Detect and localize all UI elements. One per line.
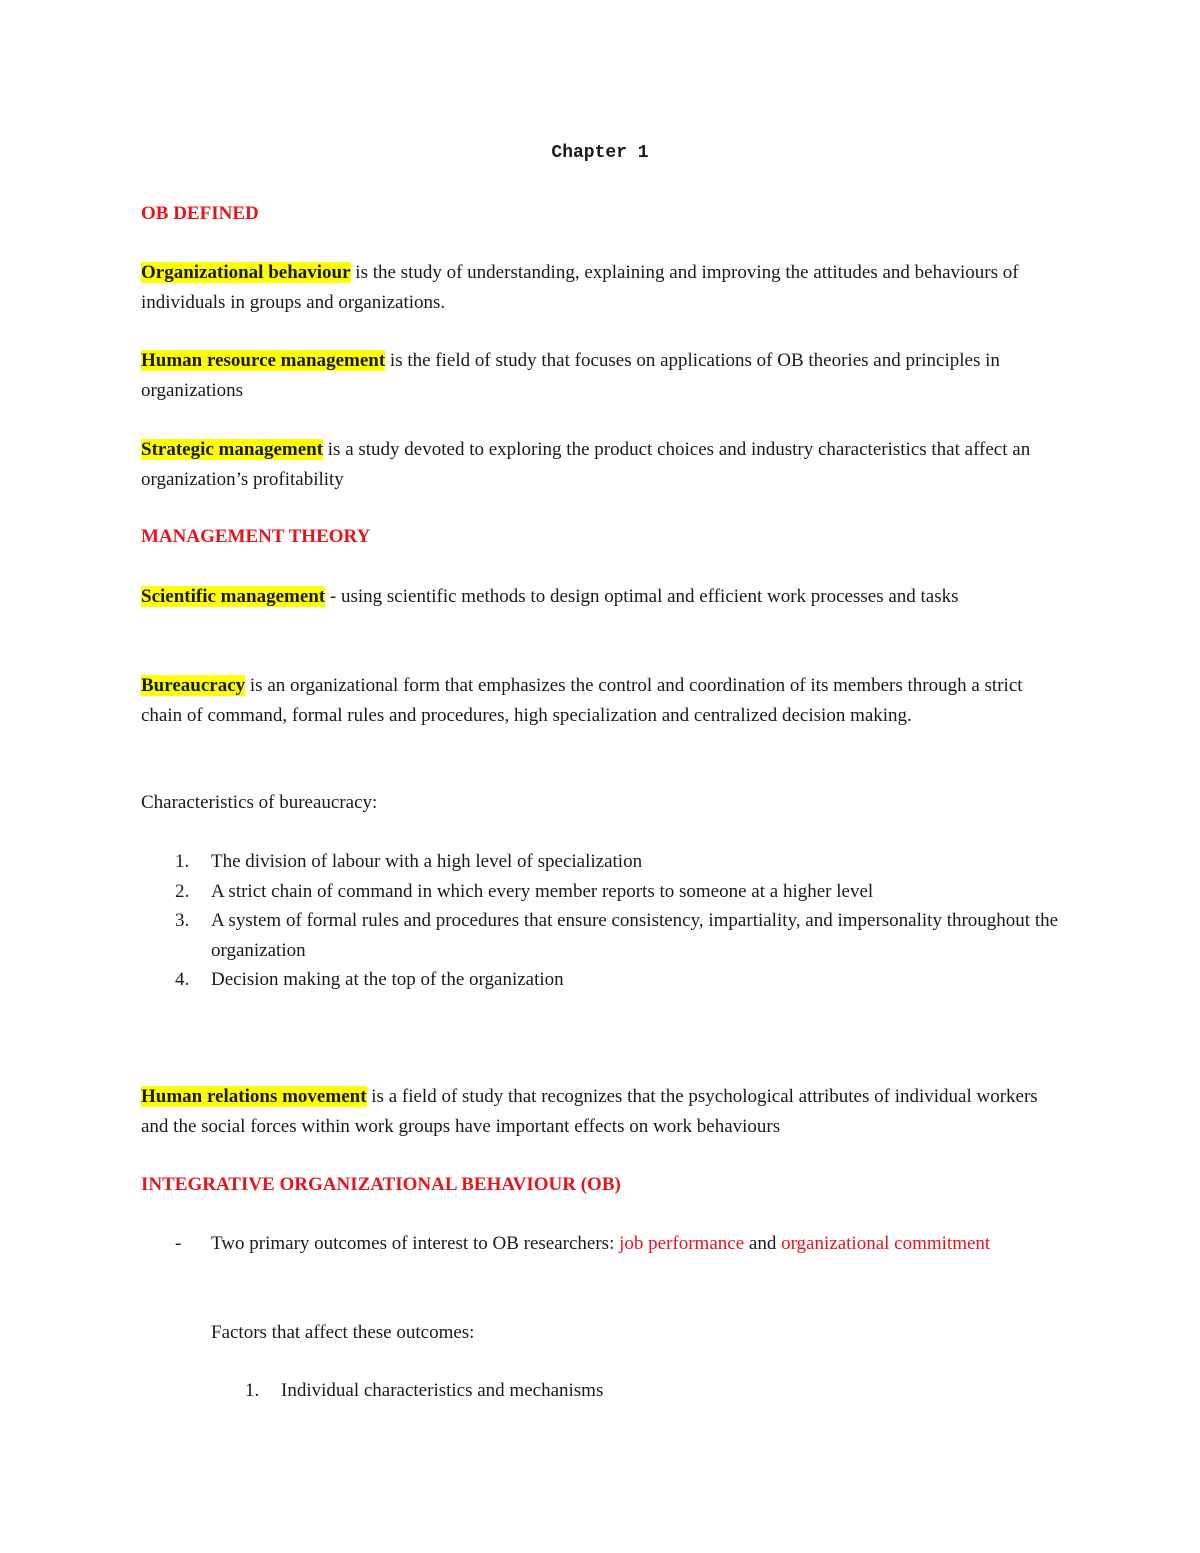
list-item (141, 847, 1061, 877)
definition-human-resource-management (141, 346, 1061, 405)
list-text: A system of formal rules and procedures that ensure consistency, impartiality, and impersonality throughout the organization (211, 910, 1059, 961)
outcomes-text: Two primary outcomes of interest to OB researchers: job performance and organizational commitment (211, 1233, 991, 1254)
dash-bullet: - (175, 1233, 182, 1254)
definition-human-relations-movement (141, 1082, 1061, 1141)
definition-organizational-behaviour (141, 258, 1061, 317)
term-highlight: Scientific management (141, 586, 326, 607)
list-item (211, 1376, 1061, 1406)
bureaucracy-characteristics-intro: Characteristics of bureaucracy: (141, 792, 378, 813)
section-heading-management-theory: MANAGEMENT THEORY (141, 526, 371, 547)
section-heading-ob-defined: OB DEFINED (141, 203, 259, 224)
outcomes-bullet (141, 1229, 1061, 1259)
list-item (141, 877, 1061, 907)
bureaucracy-characteristics-list (141, 847, 1061, 995)
list-number: 3. (175, 910, 190, 931)
term-highlight: Human resource management (141, 350, 386, 371)
list-text: A strict chain of command in which every member reports to someone at a higher level (211, 880, 874, 902)
definition-text: is a study devoted to exploring the product choices and industry characteristics that affect an organization’s profitability (141, 439, 1031, 490)
outcome-job-performance: job performance (619, 1233, 745, 1254)
definition-scientific-management (141, 582, 1061, 612)
definition-text: is the field of study that focuses on applications of OB theories and principles in organizations (141, 350, 1000, 401)
list-number: 2. (175, 880, 190, 902)
list-number: 1. (175, 851, 190, 872)
definition-text: is the study of understanding, explaining and improving the attitudes and behaviours of individuals in groups and organizations. (141, 262, 1019, 313)
list-text: The division of labour with a high level of specialization (211, 851, 643, 872)
factors-list (211, 1376, 1061, 1406)
term-highlight: Bureaucracy (141, 675, 246, 696)
term-highlight: Human relations movement (141, 1086, 367, 1107)
list-item (141, 906, 1061, 965)
section-heading-integrative-ob: INTEGRATIVE ORGANIZATIONAL BEHAVIOUR (OB) (141, 1174, 621, 1195)
definition-text: - using scientific methods to design optimal and efficient work processes and tasks (325, 586, 959, 607)
list-item (141, 965, 1061, 995)
term-highlight: Strategic management (141, 439, 324, 460)
term-highlight: Organizational behaviour (141, 262, 351, 283)
outcome-organizational-commitment: organizational commitment (781, 1233, 991, 1254)
list-text: Individual characteristics and mechanisms (281, 1380, 604, 1401)
list-text: Decision making at the top of the organization (211, 969, 564, 990)
list-number: 1. (245, 1380, 260, 1401)
definition-text: is a field of study that recognizes that the psychological attributes of individual workers and the social forces within work groups have important effects on work behaviours (141, 1086, 1038, 1137)
definition-bureaucracy (141, 671, 1061, 730)
factors-intro: Factors that affect these outcomes: (211, 1322, 475, 1343)
definition-strategic-management (141, 435, 1061, 494)
definition-text: is an organizational form that emphasizes the control and coordination of its members through a strict chain of command, formal rules and procedures, high specialization and centralized decision making. (141, 675, 1023, 726)
chapter-title: Chapter 1 (551, 143, 649, 163)
list-number: 4. (175, 969, 190, 990)
